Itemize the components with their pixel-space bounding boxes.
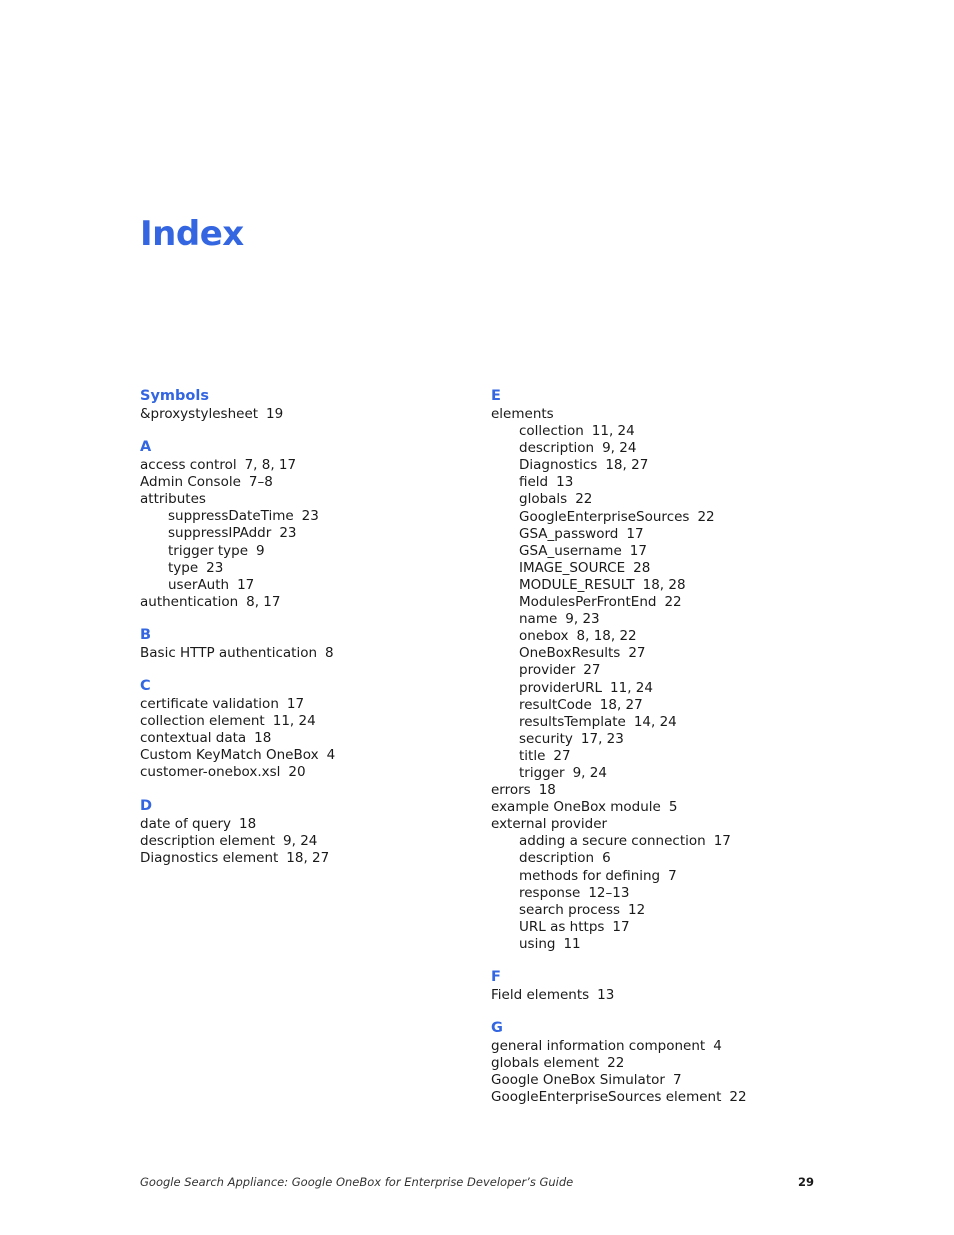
index-term: customer-onebox.xsl [140, 764, 281, 781]
index-term: Admin Console [140, 474, 241, 491]
index-page-refs: 18, 28 [642, 576, 686, 593]
index-entry [140, 833, 470, 850]
index-page-refs: 18, 27 [286, 849, 330, 866]
index-page-refs: 9 [256, 542, 265, 559]
index-entry [140, 850, 470, 867]
index-entry [491, 782, 821, 799]
index-term: title [519, 747, 546, 764]
index-entry [491, 1055, 821, 1072]
index-page-refs: 22 [729, 1089, 747, 1106]
index-term: external provider [491, 816, 608, 833]
index-page-refs: 23 [301, 508, 319, 525]
index-term: suppressDateTime [168, 508, 294, 525]
index-page-refs: 7 [668, 867, 677, 884]
index-entry [140, 713, 470, 730]
index-page-refs: 9, 23 [565, 611, 600, 628]
index-term: example OneBox module [491, 799, 661, 816]
index-term: MODULE_RESULT [519, 576, 635, 593]
index-section [140, 387, 470, 423]
index-subentry [491, 474, 821, 491]
index-subentry [491, 680, 821, 697]
index-term: globals [519, 491, 568, 508]
index-subentry [491, 731, 821, 748]
index-section [491, 968, 821, 1004]
index-term: GSA_username [519, 542, 622, 559]
index-term: GoogleEnterpriseSources element [491, 1089, 722, 1106]
index-subentry [140, 543, 470, 560]
index-subentry [491, 697, 821, 714]
index-section-heading: F [491, 969, 501, 985]
index-subentry [491, 902, 821, 919]
index-term: trigger [519, 764, 565, 781]
index-entry [140, 730, 470, 747]
index-term: description element [140, 832, 276, 849]
index-subentry [491, 577, 821, 594]
index-term: Custom KeyMatch OneBox [140, 747, 319, 764]
index-subentry [491, 936, 821, 953]
index-subentry [491, 509, 821, 526]
index-page-refs: 13 [556, 474, 574, 491]
index-page-refs: 22 [697, 508, 715, 525]
index-subentry [491, 919, 821, 936]
index-entry [140, 474, 470, 491]
index-term: collection [519, 423, 584, 440]
index-subentry [140, 577, 470, 594]
index-term: URL as https [519, 918, 605, 935]
index-column-left [140, 387, 470, 882]
index-page-refs: 17 [612, 918, 630, 935]
index-section [491, 1019, 821, 1106]
index-page-refs: 22 [607, 1055, 625, 1072]
index-page-refs: 17 [237, 576, 255, 593]
index-page-refs: 12 [628, 901, 646, 918]
index-entry [140, 816, 470, 833]
index-subentry [491, 850, 821, 867]
index-subentry [491, 560, 821, 577]
index-section [140, 797, 470, 867]
index-entry [491, 1089, 821, 1106]
index-section [140, 438, 470, 611]
index-page-refs: 4 [326, 747, 336, 764]
index-page-refs: 28 [633, 559, 651, 576]
index-term: OneBoxResults [519, 645, 621, 662]
index-subentry [491, 611, 821, 628]
index-page-refs: 17 [629, 542, 647, 559]
index-entry [140, 406, 470, 423]
index-section-heading: D [140, 797, 153, 814]
index-subentry [491, 662, 821, 679]
index-term: errors [491, 782, 531, 799]
index-page-refs: 9, 24 [283, 832, 318, 849]
index-entry [491, 799, 821, 816]
index-entry [140, 645, 470, 662]
index-entry [140, 491, 470, 508]
index-section-heading: A [140, 439, 152, 456]
index-subentry [491, 526, 821, 543]
index-term: resultsTemplate [519, 713, 626, 730]
index-term: Field elements [491, 987, 590, 1003]
index-term: IMAGE_SOURCE [519, 559, 626, 576]
index-subentry [491, 440, 821, 457]
index-page-refs: 18 [538, 782, 556, 799]
index-term: suppressIPAddr [168, 525, 272, 542]
index-subentry [140, 560, 470, 577]
index-page-refs: 7 [672, 1072, 682, 1089]
index-subentry [491, 748, 821, 765]
index-section-heading: C [140, 678, 151, 695]
page-title: Index [140, 214, 244, 254]
index-page-refs: 27 [553, 747, 571, 764]
index-entry [140, 594, 470, 611]
index-subentry [491, 594, 821, 611]
index-subentry [491, 714, 821, 731]
index-page-refs: 22 [575, 491, 593, 508]
index-term: search process [519, 901, 621, 918]
index-page-refs: 8 [325, 644, 334, 661]
index-term: &proxystylesheet [140, 406, 259, 422]
index-page-refs: 17 [286, 696, 305, 713]
index-term: globals element [491, 1055, 600, 1072]
index-page-refs: 17 [713, 833, 731, 850]
index-term: access control [140, 457, 237, 474]
index-term: resultCode [519, 696, 592, 713]
index-page-refs: 18, 27 [599, 696, 643, 713]
index-subentry [140, 508, 470, 525]
index-page-refs: 11, 24 [610, 679, 653, 696]
index-term: Google OneBox Simulator [491, 1072, 665, 1089]
index-section [491, 387, 821, 953]
index-page-refs: 14, 24 [633, 713, 677, 730]
index-subentry [491, 868, 821, 885]
index-page-refs: 6 [602, 850, 611, 867]
index-entry [491, 816, 821, 833]
index-term: userAuth [168, 576, 230, 593]
index-term: Basic HTTP authentication [140, 644, 318, 661]
index-page-refs: 22 [664, 594, 682, 611]
index-page-refs: 7–8 [248, 474, 273, 491]
index-term: security [519, 730, 573, 747]
index-term: contextual data [140, 730, 247, 747]
index-term: providerURL [519, 679, 603, 696]
index-subentry [491, 423, 821, 440]
index-term: trigger type [168, 542, 249, 559]
index-page-refs: 17, 23 [580, 730, 624, 747]
index-page-refs: 8, 17 [246, 593, 281, 610]
index-term: name [519, 611, 558, 628]
index-term: Diagnostics [519, 457, 598, 474]
index-subentry [491, 833, 821, 850]
index-entry [140, 696, 470, 713]
index-term: adding a secure connection [519, 833, 706, 850]
index-subentry [491, 765, 821, 782]
index-term: Diagnostics element [140, 849, 279, 866]
index-entry [140, 457, 470, 474]
index-term: methods for defining [519, 867, 661, 884]
index-page-refs: 9, 24 [602, 440, 637, 457]
index-page-refs: 13 [597, 987, 615, 1003]
index-section-heading: G [491, 1020, 503, 1037]
index-page-refs: 23 [206, 559, 224, 576]
index-section-heading: B [140, 626, 152, 643]
index-term: provider [519, 662, 576, 679]
index-subentry [140, 525, 470, 542]
index-column-right [491, 387, 821, 1121]
index-subentry [491, 491, 821, 508]
index-page-refs: 11 [563, 935, 581, 952]
index-page-refs: 27 [628, 645, 646, 662]
index-page-refs: 17 [626, 525, 644, 542]
index-subentry [491, 457, 821, 474]
index-term: attributes [140, 491, 206, 508]
index-section [140, 677, 470, 781]
index-page-refs: 8, 18, 22 [576, 628, 637, 645]
index-page-refs: 23 [279, 525, 297, 542]
index-entry [491, 1072, 821, 1089]
page-number: 29 [797, 1175, 814, 1189]
index-section [140, 626, 470, 662]
index-term: authentication [140, 593, 239, 610]
index-term: date of query [140, 815, 232, 832]
index-section-heading: E [491, 388, 501, 404]
index-page-refs: 11, 24 [591, 423, 635, 440]
index-entry [491, 1038, 821, 1055]
index-term: description [519, 440, 595, 457]
index-subentry [491, 645, 821, 662]
index-term: response [519, 884, 581, 901]
index-term: certificate validation [140, 696, 279, 713]
index-subentry [491, 628, 821, 645]
index-term: using [519, 935, 556, 952]
index-term: GSA_password [519, 525, 619, 542]
index-page-refs: 12–13 [588, 884, 630, 901]
index-page-refs: 18 [254, 730, 272, 747]
index-page-refs: 18 [239, 815, 257, 832]
index-subentry [491, 885, 821, 902]
index-entry [140, 764, 470, 781]
index-term: collection element [140, 713, 265, 730]
index-page-refs: 4 [713, 1038, 722, 1055]
index-term: general information component [491, 1038, 706, 1055]
index-section-heading: Symbols [140, 388, 209, 404]
index-page-refs: 11, 24 [272, 713, 316, 730]
index-page-refs: 9, 24 [572, 764, 607, 781]
index-page-refs: 20 [288, 764, 306, 781]
index-entry [140, 747, 470, 764]
index-term: GoogleEnterpriseSources [519, 508, 690, 525]
index-page-refs: 5 [668, 799, 678, 816]
footer-title: Google Search Appliance: Google OneBox for Enterprise Developer’s Guide [140, 1175, 574, 1189]
page-footer [140, 1174, 814, 1190]
index-term: field [519, 474, 549, 491]
index-term: type [168, 559, 199, 576]
index-term: onebox [519, 628, 569, 645]
index-page-refs: 19 [266, 406, 284, 422]
index-term: ModulesPerFrontEnd [519, 594, 657, 611]
index-page-refs: 7, 8, 17 [244, 457, 297, 474]
index-entry [491, 406, 821, 423]
index-entry [491, 987, 821, 1004]
index-term: description [519, 850, 595, 867]
index-page-refs: 18, 27 [605, 457, 649, 474]
index-term: elements [491, 406, 554, 422]
index-page-refs: 27 [583, 662, 601, 679]
index-subentry [491, 543, 821, 560]
